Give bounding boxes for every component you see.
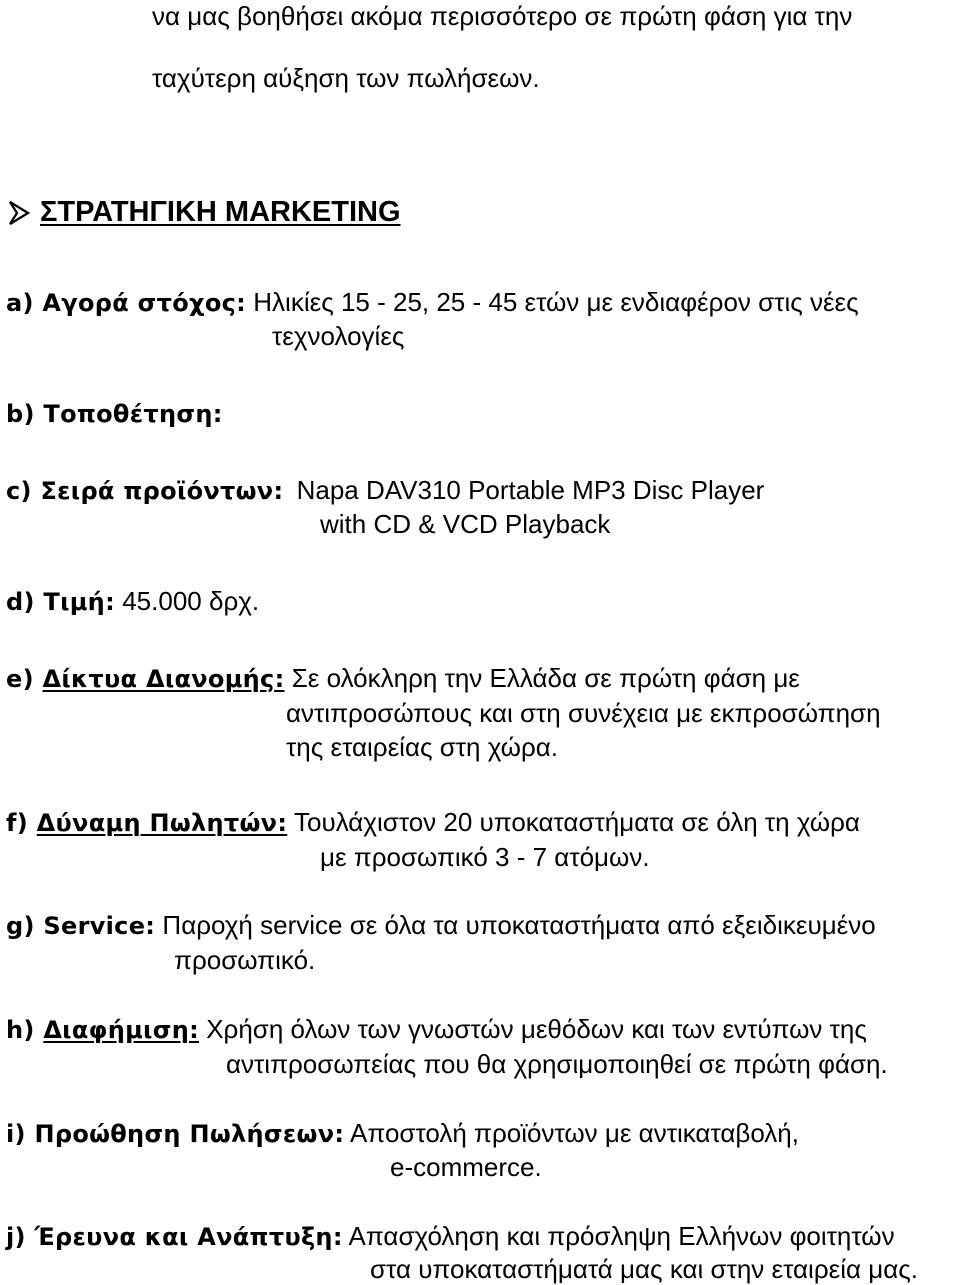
item-a-text-1: Ηλικίες 15 - 25, 25 - 45 ετών με ενδιαφέρον στις νέες — [253, 287, 859, 317]
item-j — [6, 1220, 895, 1253]
item-i-text-1: Αποστολή προϊόντων με αντικαταβολή, — [350, 1118, 799, 1148]
item-a-label: a) Αγορά στόχος: — [6, 289, 247, 317]
item-f-prefix: f) — [6, 809, 37, 837]
item-g-text-1: Παροχή service σε όλα τα υποκαταστήματα από εξειδικευμένο — [162, 910, 876, 940]
item-j-text-2: στα υποκαταστήματά μας και στην εταιρεία μας. — [370, 1254, 919, 1284]
item-a-text-2: τεχνολογίες — [272, 321, 405, 351]
item-b — [6, 397, 223, 430]
item-c-text-2: with CD & VCD Playback — [320, 509, 611, 539]
item-g-text-2: προσωπικό. — [174, 945, 316, 975]
item-f-text-1: Τουλάχιστον 20 υποκαταστήματα σε όλη τη χώρα — [294, 807, 860, 837]
item-f-text-2: με προσωπικό 3 - 7 ατόμων. — [320, 842, 650, 872]
intro-line-1: να μας βοηθήσει ακόμα περισσότερο σε πρώτη φάση για την — [152, 1, 853, 31]
intro-line-2: ταχύτερη αύξηση των πωλήσεων. — [152, 63, 540, 93]
item-e — [6, 662, 800, 695]
item-d-value: 45.000 δρχ. — [122, 586, 260, 616]
item-i — [6, 1117, 799, 1150]
item-h-prefix: h) — [6, 1016, 44, 1044]
item-d — [6, 585, 259, 618]
item-d-label: d) Τιμή: — [6, 588, 115, 616]
item-e-label: Δίκτυα Διανομής: — [42, 665, 285, 693]
item-i-label: i) Προώθηση Πωλήσεων: — [6, 1120, 345, 1148]
item-i-text-2: e-commerce. — [390, 1152, 542, 1182]
item-g-label: g) Service: — [6, 912, 156, 940]
item-c-label: c) Σειρά προϊόντων: — [6, 477, 284, 505]
item-j-label: j) Έρευνα και Ανάπτυξη: — [6, 1223, 343, 1251]
item-g — [6, 909, 876, 942]
item-j-text-1: Απασχόληση και πρόσληψη Ελλήνων φοιτητών — [348, 1221, 895, 1251]
item-h-text-1: Χρήση όλων των γνωστών μεθόδων και των εντύπων της — [206, 1014, 867, 1044]
item-h-text-2: αντιπροσωπείας που θα χρησιμοποιηθεί σε πρώτη φάση. — [226, 1049, 888, 1079]
section-heading: ΣΤΡΑΤΗΓΙΚΗ MARKETING — [40, 196, 401, 228]
arrowhead-bullet-icon — [8, 200, 30, 226]
item-f — [6, 806, 860, 839]
item-b-label: b) Τοποθέτηση: — [6, 400, 223, 428]
item-e-prefix: e) — [6, 665, 43, 693]
item-c — [6, 474, 764, 507]
item-e-text-1: Σε ολόκληρη την Ελλάδα σε πρώτη φάση με — [291, 663, 800, 693]
item-e-text-2: αντιπροσώπους και στη συνέχεια με εκπροσώπηση — [286, 698, 881, 728]
item-h-label: Διαφήμιση: — [43, 1016, 199, 1044]
item-c-text-1: Napa DAV310 Portable MP3 Disc Player — [296, 475, 765, 505]
item-f-label: Δύναμη Πωλητών: — [36, 809, 288, 837]
item-e-text-3: της εταιρείας στη χώρα. — [286, 732, 559, 762]
item-a — [6, 286, 859, 319]
item-h — [6, 1013, 867, 1046]
